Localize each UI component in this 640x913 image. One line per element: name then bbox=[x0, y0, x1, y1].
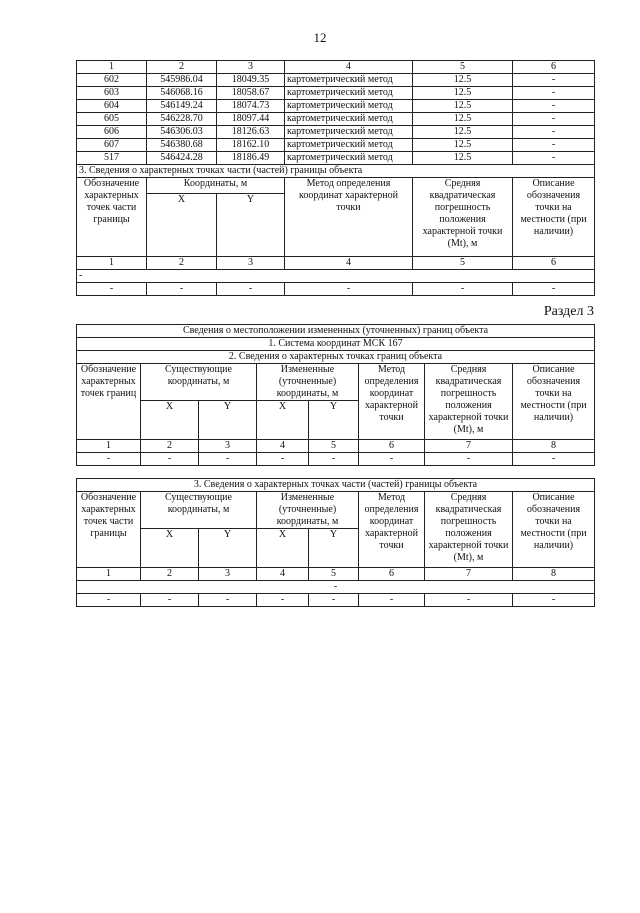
dash-cell: - bbox=[413, 283, 513, 296]
col-num: 7 bbox=[425, 440, 513, 453]
section-title: 3. Сведения о характерных точках части (частей) границы объекта bbox=[77, 479, 595, 492]
y-coord: 18186.49 bbox=[217, 152, 285, 165]
col-num: 3 bbox=[199, 568, 257, 581]
dash-cell: - bbox=[141, 453, 199, 466]
description: - bbox=[513, 113, 595, 126]
table-row bbox=[77, 87, 595, 100]
description: - bbox=[513, 139, 595, 152]
col-num: 8 bbox=[513, 568, 595, 581]
col-num: 4 bbox=[257, 440, 309, 453]
header-y: Y bbox=[309, 401, 359, 440]
col-num: 1 bbox=[77, 257, 147, 270]
part-borders-table bbox=[76, 478, 595, 607]
header-description: Описание обозначения точки на местности (при наличии) bbox=[513, 364, 595, 440]
header-error: Средняя квадратическая погрешность положения характерной точки (Mt), м bbox=[413, 178, 513, 257]
col-num: 2 bbox=[147, 257, 217, 270]
y-coord: 18097.44 bbox=[217, 113, 285, 126]
coordinate-system: 1. Система координат МСК 167 bbox=[77, 338, 595, 351]
dash-row bbox=[77, 453, 595, 466]
table-row bbox=[77, 152, 595, 165]
point-id: 607 bbox=[77, 139, 147, 152]
header-designation: Обозначение характерных точек части границы bbox=[77, 178, 147, 257]
table-row bbox=[77, 126, 595, 139]
empty-part-row bbox=[77, 581, 595, 594]
header-existing: Существующие координаты, м bbox=[141, 364, 257, 401]
x-coord: 546228.70 bbox=[147, 113, 217, 126]
header-y: Y bbox=[217, 194, 285, 257]
col-num: 2 bbox=[147, 61, 217, 74]
table-row bbox=[77, 100, 595, 113]
header-designation: Обозначение характерных точек границ bbox=[77, 364, 141, 440]
header-x: X bbox=[147, 194, 217, 257]
method: картометрический метод bbox=[285, 139, 413, 152]
col-num: 7 bbox=[425, 568, 513, 581]
col-num: 6 bbox=[513, 257, 595, 270]
section-title: 3. Сведения о характерных точках части (частей) границы объекта bbox=[77, 165, 595, 178]
col-num: 5 bbox=[413, 61, 513, 74]
point-id: 517 bbox=[77, 152, 147, 165]
dash-cell: - bbox=[141, 594, 199, 607]
description: - bbox=[513, 74, 595, 87]
header-x: X bbox=[257, 529, 309, 568]
dash-cell: - bbox=[199, 594, 257, 607]
column-header-row bbox=[77, 492, 595, 529]
col-num: 4 bbox=[285, 61, 413, 74]
x-coord: 546380.68 bbox=[147, 139, 217, 152]
method: картометрический метод bbox=[285, 87, 413, 100]
column-number-row bbox=[77, 568, 595, 581]
section-title: 2. Сведения о характерных точках границ объекта bbox=[77, 351, 595, 364]
dash-cell: - bbox=[513, 594, 595, 607]
column-header-row bbox=[77, 364, 595, 401]
error: 12.5 bbox=[413, 87, 513, 100]
column-number-row bbox=[77, 440, 595, 453]
error: 12.5 bbox=[413, 113, 513, 126]
dash-cell: - bbox=[257, 594, 309, 607]
column-number-row bbox=[77, 257, 595, 270]
dash-cell: - bbox=[77, 283, 147, 296]
point-id: 606 bbox=[77, 126, 147, 139]
col-num: 6 bbox=[359, 440, 425, 453]
dash-cell: - bbox=[257, 453, 309, 466]
description: - bbox=[513, 152, 595, 165]
header-designation: Обозначение характерных точек части границы bbox=[77, 492, 141, 568]
dash-cell: - bbox=[425, 594, 513, 607]
header-error: Средняя квадратическая погрешность положения характерной точки (Mt), м bbox=[425, 364, 513, 440]
page-number: 12 bbox=[313, 30, 327, 45]
dash-cell: - bbox=[309, 594, 359, 607]
system-row bbox=[77, 338, 595, 351]
dash-cell: - bbox=[199, 453, 257, 466]
header-method: Метод определения координат характерной точки bbox=[359, 492, 425, 568]
dash-cell: - bbox=[513, 283, 595, 296]
y-coord: 18162.10 bbox=[217, 139, 285, 152]
header-existing: Существующие координаты, м bbox=[141, 492, 257, 529]
empty-part-row bbox=[77, 270, 595, 283]
col-num: 1 bbox=[77, 61, 147, 74]
col-num: 3 bbox=[217, 61, 285, 74]
col-num: 6 bbox=[359, 568, 425, 581]
header-method: Метод определения координат характерной точки bbox=[285, 178, 413, 257]
header-y: Y bbox=[309, 529, 359, 568]
header-y: Y bbox=[199, 529, 257, 568]
error: 12.5 bbox=[413, 139, 513, 152]
dash-cell: - bbox=[359, 594, 425, 607]
col-num: 8 bbox=[513, 440, 595, 453]
table-title: Сведения о местоположении измененных (уточненных) границ объекта bbox=[77, 325, 595, 338]
y-coord: 18074.73 bbox=[217, 100, 285, 113]
section-title-row bbox=[77, 479, 595, 492]
header-y: Y bbox=[199, 401, 257, 440]
y-coord: 18126.63 bbox=[217, 126, 285, 139]
dash-cell: - bbox=[77, 453, 141, 466]
method: картометрический метод bbox=[285, 152, 413, 165]
dash-cell: - bbox=[147, 283, 217, 296]
description: - bbox=[513, 100, 595, 113]
coordinates-table-continued bbox=[76, 60, 595, 296]
x-coord: 546424.28 bbox=[147, 152, 217, 165]
header-number-row bbox=[77, 61, 595, 74]
col-num: 2 bbox=[141, 440, 199, 453]
col-num: 1 bbox=[77, 568, 141, 581]
x-coord: 545986.04 bbox=[147, 74, 217, 87]
point-id: 603 bbox=[77, 87, 147, 100]
col-num: 4 bbox=[257, 568, 309, 581]
dash-cell: - bbox=[359, 453, 425, 466]
dash-cell: - bbox=[217, 283, 285, 296]
point-id: 602 bbox=[77, 74, 147, 87]
title-row bbox=[77, 325, 595, 338]
dash-row bbox=[77, 594, 595, 607]
col-num: 1 bbox=[77, 440, 141, 453]
col-num: 5 bbox=[413, 257, 513, 270]
dash-cell: - bbox=[309, 453, 359, 466]
x-coord: 546149.24 bbox=[147, 100, 217, 113]
point-id: 604 bbox=[77, 100, 147, 113]
section-title-row bbox=[77, 351, 595, 364]
header-method: Метод определения координат характерной точки bbox=[359, 364, 425, 440]
empty-mark: - bbox=[77, 270, 595, 283]
y-coord: 18049.35 bbox=[217, 74, 285, 87]
table-row bbox=[77, 139, 595, 152]
header-coords: Координаты, м bbox=[147, 178, 285, 194]
header-description: Описание обозначения точки на местности (при наличии) bbox=[513, 492, 595, 568]
changed-borders-table bbox=[76, 324, 595, 466]
error: 12.5 bbox=[413, 152, 513, 165]
dash-cell: - bbox=[425, 453, 513, 466]
dash-cell: - bbox=[77, 594, 141, 607]
description: - bbox=[513, 87, 595, 100]
description: - bbox=[513, 126, 595, 139]
column-header-row bbox=[77, 178, 595, 194]
col-num: 4 bbox=[285, 257, 413, 270]
header-x: X bbox=[141, 401, 199, 440]
header-changed: Измененные (уточненные) координаты, м bbox=[257, 492, 359, 529]
method: картометрический метод bbox=[285, 126, 413, 139]
section-heading: Раздел 3 bbox=[543, 304, 594, 319]
col-num: 5 bbox=[309, 568, 359, 581]
section-title-row bbox=[77, 165, 595, 178]
col-num: 6 bbox=[513, 61, 595, 74]
empty-mark: - bbox=[77, 581, 595, 594]
y-coord: 18058.67 bbox=[217, 87, 285, 100]
x-coord: 546306.03 bbox=[147, 126, 217, 139]
col-num: 5 bbox=[309, 440, 359, 453]
col-num: 3 bbox=[199, 440, 257, 453]
method: картометрический метод bbox=[285, 74, 413, 87]
method: картометрический метод bbox=[285, 113, 413, 126]
header-description: Описание обозначения точки на местности (при наличии) bbox=[513, 178, 595, 257]
table-row bbox=[77, 74, 595, 87]
error: 12.5 bbox=[413, 126, 513, 139]
col-num: 3 bbox=[217, 257, 285, 270]
table-row bbox=[77, 113, 595, 126]
method: картометрический метод bbox=[285, 100, 413, 113]
header-error: Средняя квадратическая погрешность положения характерной точки (Mt), м bbox=[425, 492, 513, 568]
header-x: X bbox=[257, 401, 309, 440]
dash-cell: - bbox=[513, 453, 595, 466]
error: 12.5 bbox=[413, 100, 513, 113]
dash-cell: - bbox=[285, 283, 413, 296]
col-num: 2 bbox=[141, 568, 199, 581]
error: 12.5 bbox=[413, 74, 513, 87]
dash-row bbox=[77, 283, 595, 296]
x-coord: 546068.16 bbox=[147, 87, 217, 100]
point-id: 605 bbox=[77, 113, 147, 126]
header-x: X bbox=[141, 529, 199, 568]
header-changed: Измененные (уточненные) координаты, м bbox=[257, 364, 359, 401]
